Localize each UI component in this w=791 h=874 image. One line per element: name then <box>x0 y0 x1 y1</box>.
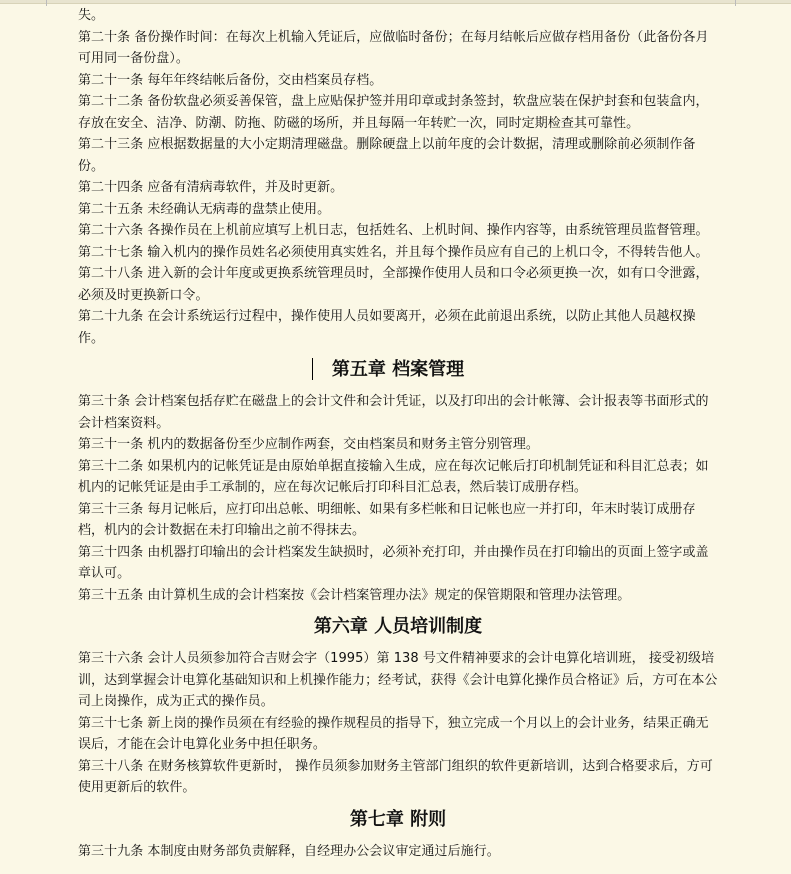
article-paragraph: 第二十二条 备份软盘必须妥善保管，盘上应贴保护签并用印章或封条签封，软盘应装在保护封套和包装盒内，存放在安全、洁净、防潮、防拖、防磁的场所，并且每隔一年转贮一次，同时定期检查其可靠性。 <box>78 94 709 131</box>
article-paragraph: 第三十七条 新上岗的操作员须在有经验的操作规程员的指导下，独立完成一个月以上的会计业务，结果正确无误后，才能在会计电算化业务中担任职务。 <box>78 715 709 752</box>
article-paragraph: 第三十一条 机内的数据备份至少应制作两套，交由档案员和财务主管分别管理。 <box>78 437 539 452</box>
article-paragraph: 第三十九条 本制度由财务部负责解释，自经理办公会议审定通过后施行。 <box>78 843 500 859</box>
article-paragraph: 第二十七条 输入机内的操作员姓名必须使用真实姓名，并且每个操作员应有自己的上机口令，不得转告他人。 <box>78 244 709 260</box>
document-page[interactable] <box>78 5 718 862</box>
article-paragraph: 失。 <box>78 8 105 23</box>
chapter-heading: 第六章 人员培训制度 <box>313 616 483 637</box>
chapter-heading: 第五章 档案管理 <box>78 357 718 382</box>
article-paragraph: 第二十五条 未经确认无病毒的盘禁止使用。 <box>78 201 331 217</box>
article-paragraph: 第二十八条 进入新的会计年度或更换系统管理员时，全部操作使用人员和口令必须更换一次，如有口令泄露，必须及时更换新口令。 <box>78 266 709 303</box>
article-paragraph: 第二十四条 应备有清病毒软件，并及时更新。 <box>78 180 344 195</box>
article-paragraph: 第二十一条 每年年终结帐后备份，交由档案员存档。 <box>78 72 383 88</box>
margin-corner-mark-right <box>735 0 746 6</box>
article-paragraph: 第二十三条 应根据数据量的大小定期清理磁盘。删除硬盘上以前年度的会计数据，清理或删除前必须制作备份。 <box>78 137 696 174</box>
article-paragraph: 第二十九条 在会计系统运行过程中，操作使用人员如要离开，必须在此前退出系统，以防止其他人员越权操作。 <box>78 309 696 346</box>
margin-corner-mark-left <box>46 0 57 6</box>
article-paragraph: 第三十四条 由机器打印输出的会计档案发生缺损时，必须补充打印，并由操作员在打印输出的页面上签字或盖章认可。 <box>78 544 709 581</box>
text-cursor <box>312 358 313 380</box>
article-paragraph: 第三十三条 每月记帐后，应打印出总帐、明细帐、如果有多栏帐和日记帐也应一并打印，年末时装订成册存档，机内的会计数据在未打印输出之前不得抹去。 <box>78 501 696 538</box>
article-paragraph: 第三十二条 如果机内的记帐凭证是由原始单据直接输入生成，应在每次记帐后打印机制凭证和科目汇总表；如机内的记帐凭证是由手工承制的，应在每次记帐后打印科目汇总表，然后装订成册存档。 <box>78 458 709 495</box>
article-paragraph: 第三十六条 会计人员须参加符合吉财会字（1995）第 138 号文件精神要求的会计电算化培训班， 接受初级培训，达到掌握会计电算化基础知识和上机操作能力；经考试，获得《会计电算化操作员合格证》后，方可在本公司上岗操作，成为正式的操作员。 <box>78 651 718 709</box>
article-paragraph: 第三十八条 在财务核算软件更新时， 操作员须参加财务主管部门组织的软件更新培训，达到合格要求后，方可使用更新后的软件。 <box>78 758 713 795</box>
chapter-heading: 第七章 附则 <box>349 808 447 830</box>
article-paragraph: 第二十条 备份操作时间：在每次上机输入凭证后，应做临时备份；在每月结帐后应做存档用备份（此备份各月可用同一备份盘）。 <box>78 29 709 66</box>
article-paragraph: 第三十条 会计档案包括存贮在磁盘上的会计文件和会计凭证，以及打印出的会计帐簿、会计报表等书面形式的会计档案资料。 <box>78 394 709 431</box>
article-paragraph: 第三十五条 由计算机生成的会计档案按《会计档案管理办法》规定的保管期限和管理办法管理。 <box>78 587 631 603</box>
article-paragraph: 第二十六条 各操作员在上机前应填写上机日志，包括姓名、上机时间、操作内容等，由系统管理员监督管理。 <box>78 223 709 238</box>
page-top-edge <box>0 0 791 4</box>
